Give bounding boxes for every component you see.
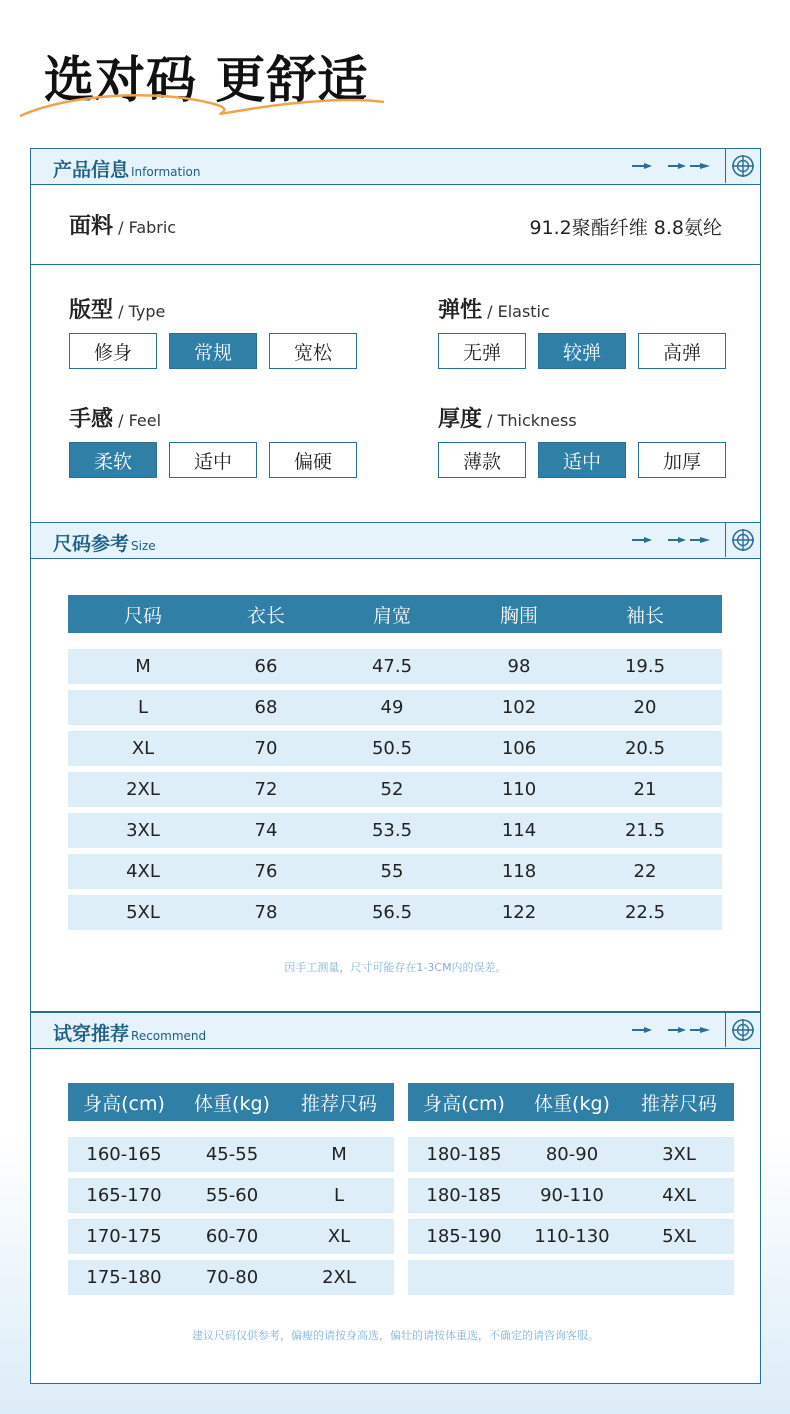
size-cell: 22 — [633, 861, 657, 882]
recommend-cell: M — [331, 1144, 347, 1165]
size-header — [31, 523, 760, 559]
product-info-header — [31, 149, 760, 185]
fabric-row — [31, 185, 760, 265]
size-card — [30, 522, 761, 1012]
fabric-label — [69, 209, 176, 240]
attr-feel-label-cn: 手感 — [69, 407, 114, 432]
size-cell: 114 — [501, 820, 537, 841]
recommend-title-en: Recommend — [131, 1029, 207, 1043]
size-table-header — [68, 595, 722, 633]
recommend-cell: 5XL — [662, 1226, 696, 1247]
product-info-title-en: Information — [131, 165, 201, 179]
recommend-card — [30, 1012, 761, 1384]
size-cell: 49 — [380, 697, 404, 718]
size-cell: 56.5 — [371, 902, 413, 923]
size-cell: 122 — [501, 902, 537, 923]
table-row — [68, 813, 722, 848]
size-cell: 5XL — [126, 902, 160, 923]
size-header-cell: 袖长 — [625, 604, 664, 627]
size-cell: 52 — [380, 779, 404, 800]
option-feel-soft[interactable]: 柔软 — [69, 442, 157, 478]
size-header-cell: 胸围 — [499, 604, 538, 627]
recommend-header-cell: 体重(kg) — [534, 1092, 610, 1115]
attr-feel-label-en: / Feel — [113, 411, 162, 430]
size-cell: 47.5 — [371, 656, 413, 677]
size-cell: 110 — [501, 779, 537, 800]
recommend-cell: 2XL — [322, 1267, 356, 1288]
size-cell: 20 — [633, 697, 657, 718]
recommend-cell: 3XL — [662, 1144, 696, 1165]
table-row — [68, 690, 722, 725]
recommend-table-header — [408, 1083, 734, 1121]
recommend-header-cell: 身高(cm) — [83, 1092, 165, 1115]
fabric-label-cn: 面料 — [69, 214, 114, 239]
size-cell: 2XL — [126, 779, 160, 800]
size-header-cell: 衣长 — [246, 604, 285, 627]
table-row — [68, 895, 722, 930]
attr-feel-title — [69, 402, 357, 434]
attr-type — [69, 293, 357, 369]
recommend-header — [31, 1013, 760, 1049]
size-cell: 70 — [254, 738, 278, 759]
table-row — [408, 1137, 734, 1172]
arrows-icon — [632, 535, 712, 545]
size-cell: 50.5 — [371, 738, 413, 759]
attr-thickness-label-en: / Thickness — [482, 411, 577, 430]
attr-elastic-label-cn: 弹性 — [438, 298, 483, 323]
compass-icon — [731, 528, 755, 552]
recommend-cell: 45-55 — [205, 1144, 259, 1165]
recommend-header-cell: 推荐尺码 — [640, 1092, 717, 1115]
recommend-cell: 160-165 — [86, 1144, 162, 1165]
option-type-regular[interactable]: 常规 — [169, 333, 257, 369]
size-note: 因手工测量，尺寸可能存在1-3CM内的误差。 — [284, 961, 507, 974]
option-thickness-thick[interactable]: 加厚 — [638, 442, 726, 478]
recommend-cell: 175-180 — [86, 1267, 162, 1288]
size-cell: 19.5 — [624, 656, 666, 677]
table-row — [68, 854, 722, 889]
size-cell: 78 — [254, 902, 278, 923]
header-divider — [725, 1013, 727, 1047]
recommend-cell: 170-175 — [86, 1226, 162, 1247]
size-cell: 76 — [254, 861, 278, 882]
recommend-cell: 55-60 — [205, 1185, 259, 1206]
attr-type-label-en: / Type — [113, 302, 166, 321]
option-thickness-thin[interactable]: 薄款 — [438, 442, 526, 478]
size-title-cn: 尺码参考 — [53, 533, 130, 555]
option-thickness-medium[interactable]: 适中 — [538, 442, 626, 478]
page-headline: 选对码 更舒适 — [44, 51, 369, 109]
recommend-title-cn: 试穿推荐 — [53, 1023, 130, 1045]
size-cell: XL — [131, 738, 155, 759]
size-cell: 53.5 — [371, 820, 413, 841]
arrows-icon — [632, 1025, 712, 1035]
size-cell: L — [137, 697, 149, 718]
product-info-title — [53, 155, 200, 182]
attr-elastic-title — [438, 293, 726, 325]
recommend-cell: 4XL — [662, 1185, 696, 1206]
option-elastic-medium[interactable]: 较弹 — [538, 333, 626, 369]
table-row — [68, 731, 722, 766]
option-elastic-none[interactable]: 无弹 — [438, 333, 526, 369]
attr-type-title — [69, 293, 357, 325]
table-row-empty — [408, 1260, 734, 1295]
size-cell: 21.5 — [624, 820, 666, 841]
size-cell: 66 — [254, 656, 278, 677]
attr-thickness — [438, 402, 726, 478]
table-row — [68, 649, 722, 684]
size-cell: 20.5 — [624, 738, 666, 759]
recommend-header-cell: 体重(kg) — [194, 1092, 270, 1115]
size-cell: 106 — [501, 738, 537, 759]
attr-thickness-title — [438, 402, 726, 434]
table-row — [68, 1137, 394, 1172]
product-info-title-cn: 产品信息 — [53, 159, 130, 181]
size-cell: 55 — [380, 861, 404, 882]
recommend-table-right — [408, 1083, 734, 1295]
option-elastic-high[interactable]: 高弹 — [638, 333, 726, 369]
attr-type-label-cn: 版型 — [69, 298, 114, 323]
option-type-loose[interactable]: 宽松 — [269, 333, 357, 369]
size-cell: 102 — [501, 697, 537, 718]
attr-elastic — [438, 293, 726, 369]
recommend-cell: 90-110 — [540, 1185, 604, 1206]
attr-thickness-label-cn: 厚度 — [438, 407, 483, 432]
size-cell: 118 — [501, 861, 537, 882]
compass-icon — [731, 1018, 755, 1042]
recommend-cell: XL — [327, 1226, 351, 1247]
headline-swoosh-decoration — [14, 82, 394, 128]
product-info-card — [30, 148, 761, 523]
recommend-cell: 60-70 — [205, 1226, 259, 1247]
recommend-cell: 180-185 — [426, 1144, 502, 1165]
recommend-header-cell: 身高(cm) — [423, 1092, 505, 1115]
attr-elastic-label-en: / Elastic — [482, 302, 550, 321]
size-title — [53, 529, 156, 556]
recommend-cell: 80-90 — [545, 1144, 599, 1165]
arrows-icon — [632, 161, 712, 171]
table-row — [68, 1219, 394, 1254]
size-cell: 3XL — [126, 820, 160, 841]
recommend-note: 建议尺码仅供参考，偏瘦的请按身高选，偏壮的请按体重选，不确定的请咨询客服。 — [192, 1329, 599, 1342]
recommend-cell: L — [333, 1185, 345, 1206]
header-divider — [725, 523, 727, 557]
fabric-label-en: / Fabric — [113, 218, 177, 237]
fabric-value: 91.2聚酯纤维 8.8氨纶 — [529, 217, 722, 239]
size-cell: 74 — [254, 820, 278, 841]
option-type-slim[interactable]: 修身 — [69, 333, 157, 369]
recommend-cell: 185-190 — [426, 1226, 502, 1247]
option-feel-hard[interactable]: 偏硬 — [269, 442, 357, 478]
size-header-cell: 肩宽 — [372, 604, 411, 627]
option-feel-medium[interactable]: 适中 — [169, 442, 257, 478]
size-table — [68, 595, 722, 930]
size-cell: M — [135, 656, 151, 677]
table-row — [68, 1178, 394, 1213]
compass-icon — [731, 154, 755, 178]
table-row — [408, 1178, 734, 1213]
size-cell: 68 — [254, 697, 278, 718]
recommend-header-cell: 推荐尺码 — [300, 1092, 377, 1115]
recommend-title — [53, 1019, 206, 1046]
size-title-en: Size — [131, 539, 156, 553]
recommend-table-header — [68, 1083, 394, 1121]
size-cell: 72 — [254, 779, 278, 800]
size-cell: 21 — [633, 779, 657, 800]
attr-feel — [69, 402, 357, 478]
size-cell: 22.5 — [624, 902, 666, 923]
recommend-table-left — [68, 1083, 394, 1295]
size-cell: 98 — [507, 656, 531, 677]
table-row — [408, 1219, 734, 1254]
header-divider — [725, 149, 727, 183]
recommend-cell: 70-80 — [205, 1267, 259, 1288]
table-row — [68, 1260, 394, 1295]
table-row — [68, 772, 722, 807]
size-cell: 4XL — [126, 861, 160, 882]
size-header-cell: 尺码 — [123, 604, 162, 627]
recommend-cell: 110-130 — [534, 1226, 610, 1247]
recommend-cell: 180-185 — [426, 1185, 502, 1206]
recommend-cell: 165-170 — [86, 1185, 162, 1206]
